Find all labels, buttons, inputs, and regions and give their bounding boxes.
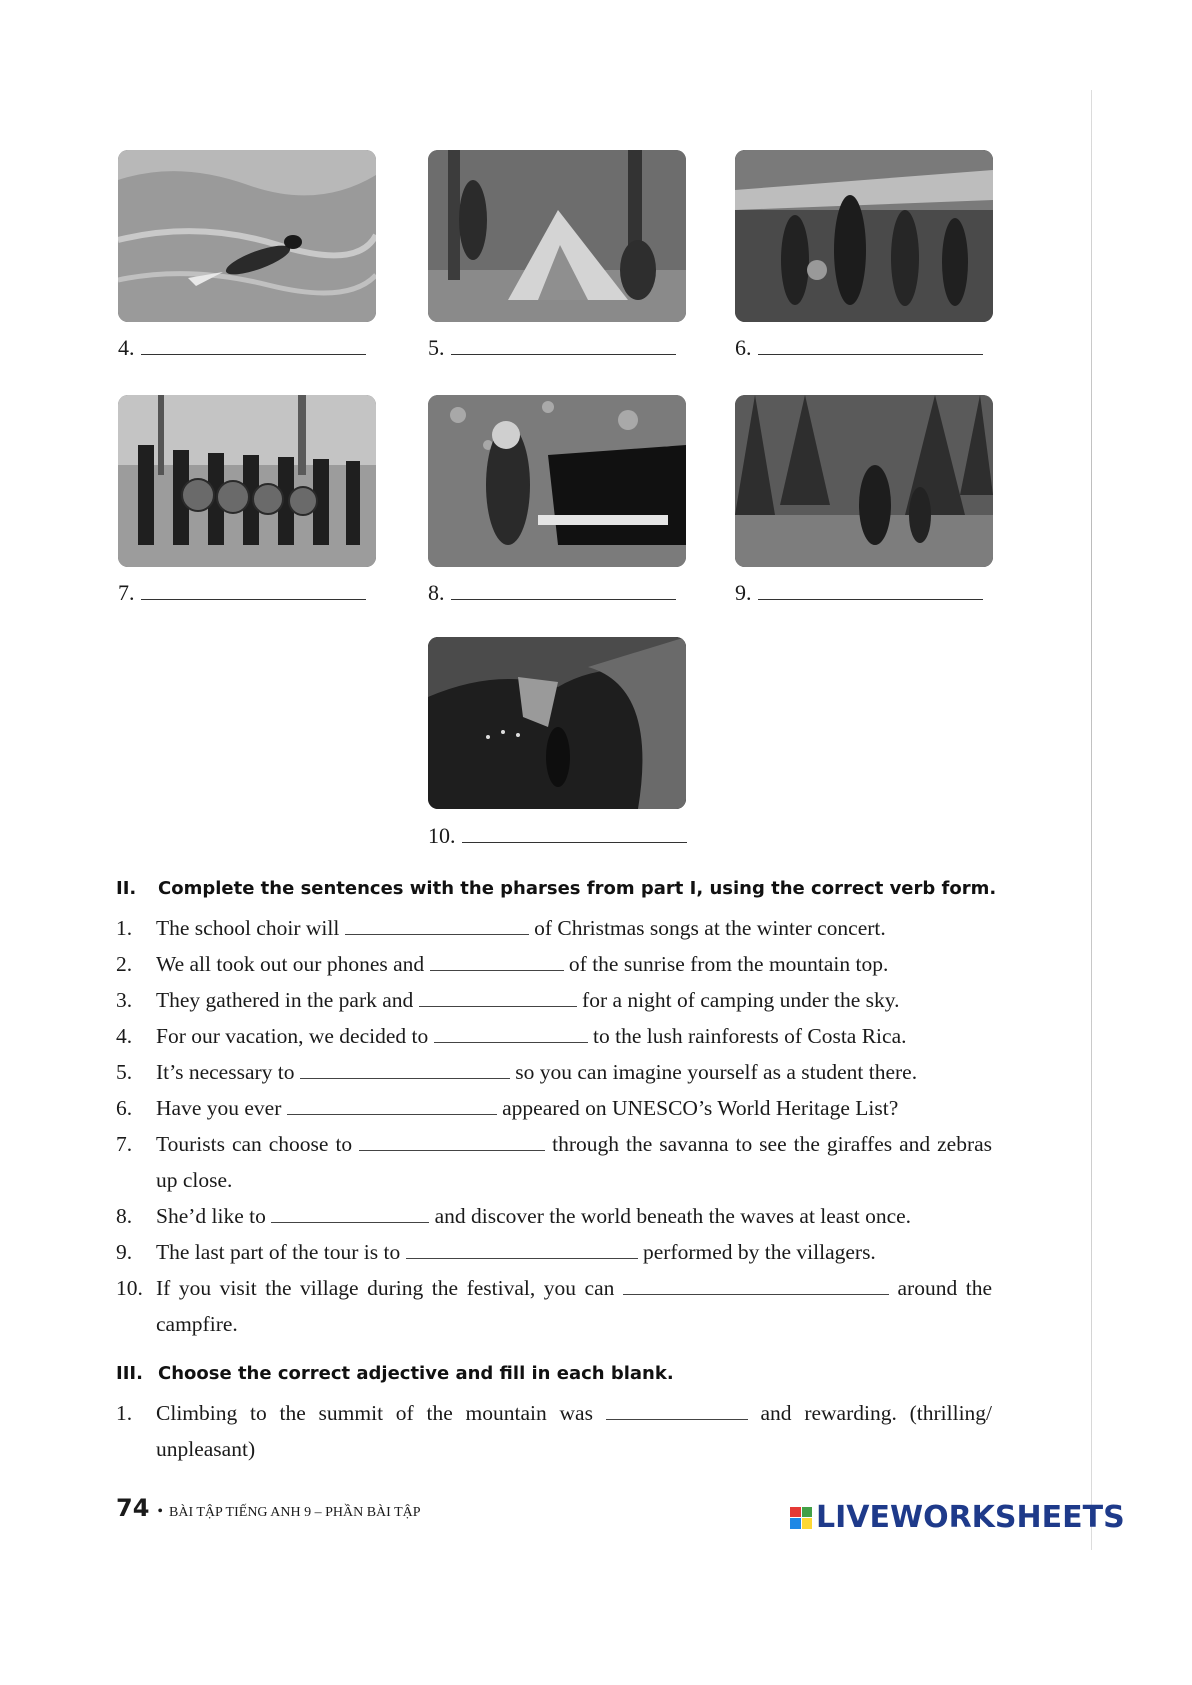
liveworksheets-logo[interactable] <box>790 1500 1125 1535</box>
footer-bullet: • <box>157 1503 164 1520</box>
item-number: 7. <box>116 1132 133 1156</box>
item-text: and discover the world beneath the waves at least once. <box>434 1204 912 1228</box>
answer-blank[interactable] <box>451 336 676 355</box>
answer-blank[interactable] <box>141 336 366 355</box>
item-number: 5. <box>116 1060 133 1084</box>
item-text: It’s necessary to <box>156 1060 295 1084</box>
answer-blank[interactable] <box>430 950 564 971</box>
caption-5 <box>428 335 676 361</box>
list-item <box>116 910 992 946</box>
item-text: We all took out our phones and <box>156 952 425 976</box>
section-number: III. <box>116 1363 143 1384</box>
answer-blank[interactable] <box>758 336 983 355</box>
photo-tent-setup <box>428 150 686 322</box>
caption-number: 7. <box>118 580 135 605</box>
book-title: BÀI TẬP TIẾNG ANH 9 – PHẦN BÀI TẬP <box>169 1505 421 1520</box>
item-text: They gathered in the park and <box>156 988 414 1012</box>
item-text: to the lush rainforests of Costa Rica. <box>593 1024 907 1048</box>
list-item <box>116 1395 992 1467</box>
item-text: around the campfire. <box>156 1276 993 1336</box>
caption-number: 10. <box>428 823 456 848</box>
item-text: of the sunrise from the mountain top. <box>568 952 889 976</box>
answer-blank[interactable] <box>271 1202 429 1223</box>
item-text: Climbing to the summit of the mountain was <box>156 1401 593 1425</box>
page-edge-line <box>1091 90 1092 1550</box>
photo-festival-dance <box>735 150 993 322</box>
item-text: She’d like to <box>156 1204 266 1228</box>
caption-9 <box>735 580 983 606</box>
list-item <box>116 1054 992 1090</box>
item-text: performed by the villagers. <box>642 1240 876 1264</box>
photo-piano <box>428 395 686 567</box>
caption-7 <box>118 580 366 606</box>
photo-snorkeling <box>118 150 376 322</box>
item-number: 1. <box>116 1401 133 1425</box>
photo-forest-hike <box>735 395 993 567</box>
item-text: Tourists can choose to <box>156 1132 353 1156</box>
list-item <box>116 946 992 982</box>
list-item <box>116 1270 992 1342</box>
answer-blank[interactable] <box>300 1058 510 1079</box>
item-number: 4. <box>116 1024 133 1048</box>
photo-cave <box>428 637 686 809</box>
page-footer <box>116 1494 421 1522</box>
caption-number: 8. <box>428 580 445 605</box>
answer-blank[interactable] <box>419 986 577 1007</box>
list-item <box>116 1234 992 1270</box>
answer-blank[interactable] <box>434 1022 588 1043</box>
caption-number: 9. <box>735 580 752 605</box>
answer-blank[interactable] <box>345 914 529 935</box>
answer-blank[interactable] <box>141 581 366 600</box>
list-item <box>116 1018 992 1054</box>
item-text: The last part of the tour is to <box>156 1240 401 1264</box>
section-3-items <box>116 1395 992 1467</box>
item-number: 9. <box>116 1240 133 1264</box>
item-number: 8. <box>116 1204 133 1228</box>
section-3-heading <box>116 1363 674 1384</box>
answer-blank[interactable] <box>606 1399 748 1420</box>
item-number: 1. <box>116 916 133 940</box>
answer-blank[interactable] <box>451 581 676 600</box>
item-text: Have you ever <box>156 1096 282 1120</box>
section-2-heading <box>116 878 996 899</box>
caption-6 <box>735 335 983 361</box>
item-text: If you visit the village during the festival, you can <box>156 1276 615 1300</box>
liveworksheets-logo-icon <box>790 1507 812 1529</box>
list-item <box>116 982 992 1018</box>
item-text: for a night of camping under the sky. <box>582 988 900 1012</box>
list-item <box>116 1126 992 1198</box>
item-number: 6. <box>116 1096 133 1120</box>
photo-gong-performance <box>118 395 376 567</box>
item-number: 10. <box>116 1276 143 1300</box>
caption-10 <box>428 823 687 849</box>
section-title: Choose the correct adjective and fill in each blank. <box>158 1363 674 1384</box>
item-text: and rewarding. (thrilling/ unpleasant) <box>156 1401 993 1461</box>
item-text: through the savanna to see the giraffes and zebras up close. <box>156 1132 993 1192</box>
section-title: Complete the sentences with the pharses from part I, using the correct verb form. <box>158 878 997 899</box>
brand-name: LIVEWORKSHEETS <box>816 1500 1125 1535</box>
item-text: The school choir will <box>156 916 340 940</box>
item-text: of Christmas songs at the winter concert. <box>534 916 886 940</box>
caption-4 <box>118 335 366 361</box>
item-text: so you can imagine yourself as a student there. <box>515 1060 918 1084</box>
caption-number: 5. <box>428 335 445 360</box>
caption-number: 6. <box>735 335 752 360</box>
page-number: 74 <box>116 1494 150 1522</box>
answer-blank[interactable] <box>462 824 687 843</box>
item-number: 3. <box>116 988 133 1012</box>
answer-blank[interactable] <box>287 1094 497 1115</box>
item-text: appeared on UNESCO’s World Heritage List? <box>502 1096 899 1120</box>
section-2-items <box>116 910 992 1342</box>
answer-blank[interactable] <box>758 581 983 600</box>
item-number: 2. <box>116 952 133 976</box>
item-text: For our vacation, we decided to <box>156 1024 429 1048</box>
list-item <box>116 1090 992 1126</box>
answer-blank[interactable] <box>359 1130 545 1151</box>
caption-8 <box>428 580 676 606</box>
list-item <box>116 1198 992 1234</box>
answer-blank[interactable] <box>406 1238 638 1259</box>
caption-number: 4. <box>118 335 135 360</box>
answer-blank[interactable] <box>623 1274 889 1295</box>
section-number: II. <box>116 878 137 899</box>
